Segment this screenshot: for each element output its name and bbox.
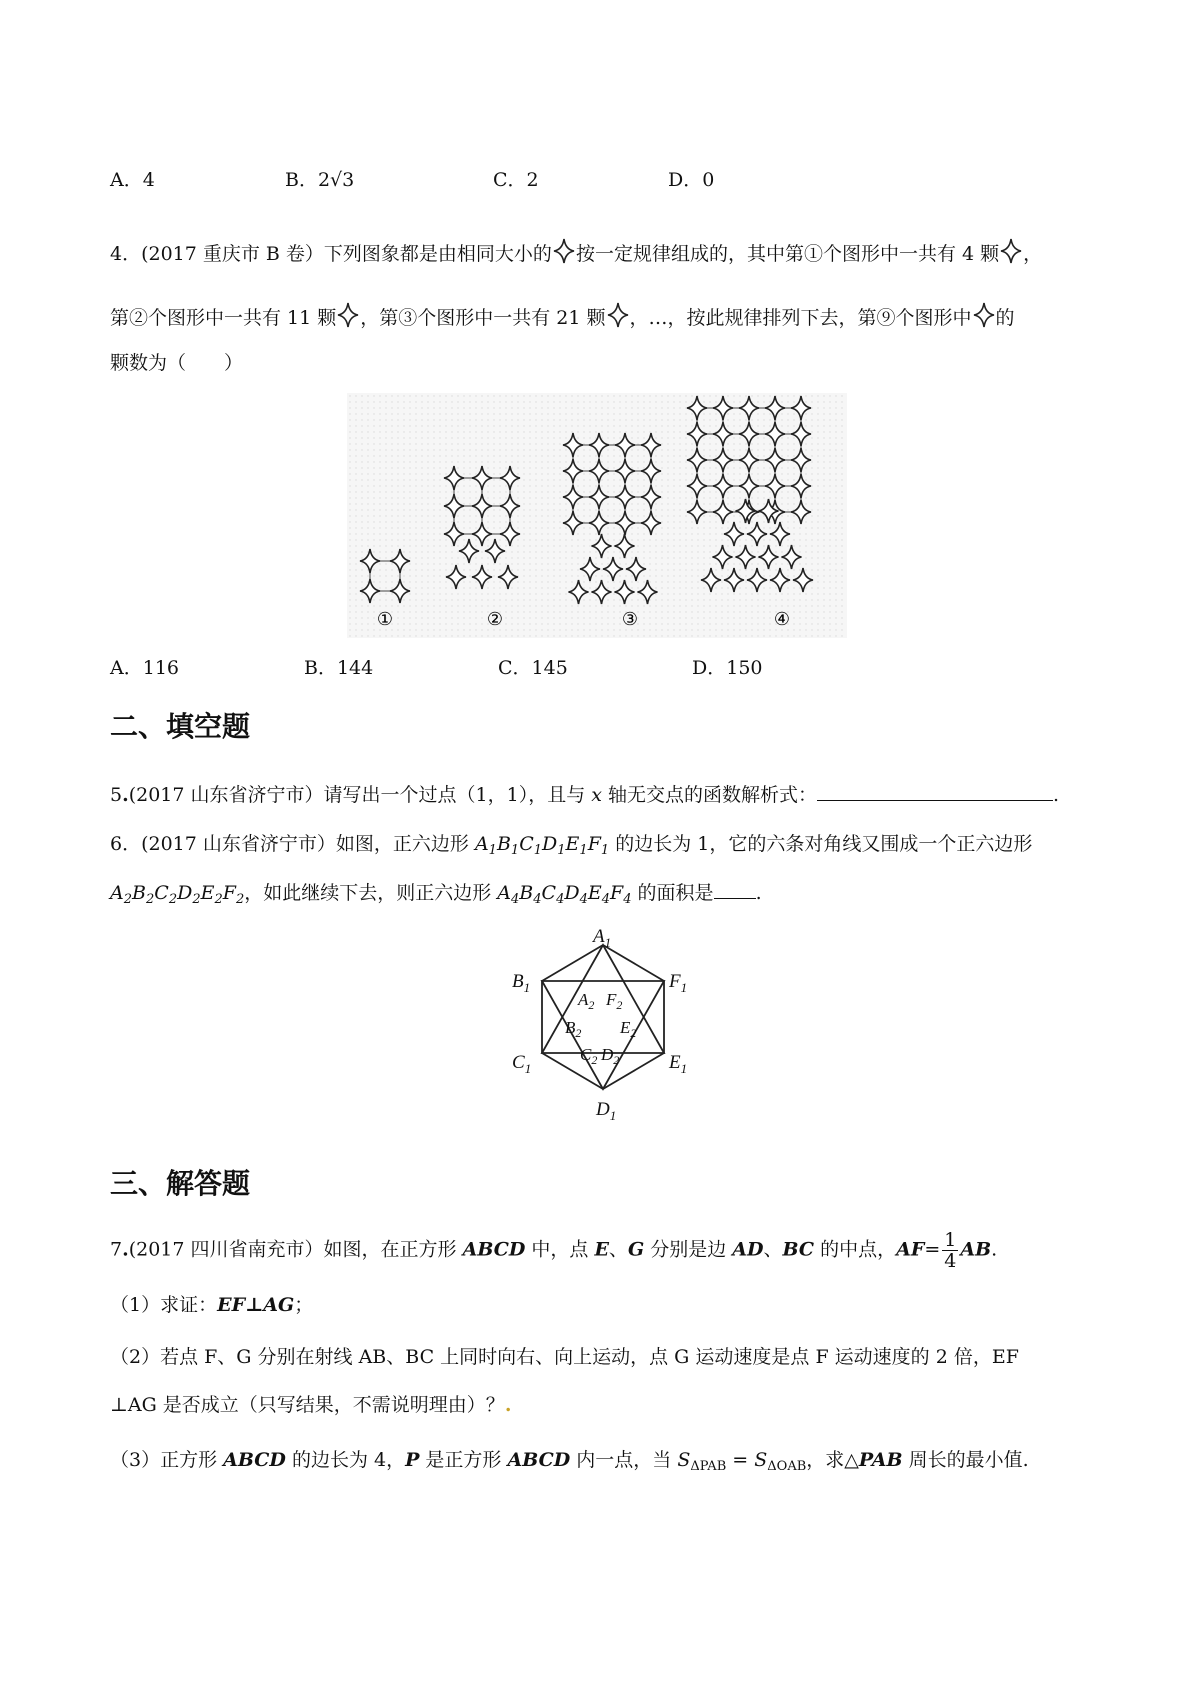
q4-option-a: A．116 bbox=[110, 657, 179, 679]
section-fill-in-title: 二、填空题 bbox=[110, 710, 251, 743]
figure-label-2: ② bbox=[486, 609, 504, 629]
q4-line-3: 颗数为（ ） bbox=[110, 352, 244, 374]
q5-text: 5.(2017 山东省济宁市）请写出一个过点（1，1），且与 x 轴无交点的函数解析式： . bbox=[110, 784, 1060, 806]
q7-part-2-line-1: （2）若点 F、G 分别在射线 AB、BC 上同时向右、向上运动，点 G 运动速度是点 F 运动速度的 2 倍，EF bbox=[110, 1346, 1019, 1368]
star-pattern-figure bbox=[347, 393, 847, 638]
q3-option-d: D．0 bbox=[668, 169, 715, 191]
q3-option-a: A．4 bbox=[110, 169, 155, 191]
q6-answer-blank[interactable] bbox=[714, 880, 756, 899]
q3-option-c: C．2 bbox=[493, 169, 539, 191]
outer-hexagon bbox=[542, 945, 664, 1089]
triangle-ace bbox=[542, 945, 664, 1053]
label-b1: $B_1$ bbox=[512, 971, 531, 995]
q4-line-1: 4．(2017 重庆市 B 卷）下列图象都是由相同大小的 按一定规律组成的，其中第①个图形中一共有 4 颗 ， bbox=[110, 238, 1042, 267]
fraction-one-quarter: $\frac{1}{4}$ bbox=[944, 1229, 957, 1272]
label-c2: $C_2$ bbox=[580, 1045, 598, 1067]
label-a1: $A_1$ bbox=[593, 926, 612, 950]
q4-line-2: 第②个图形中一共有 11 颗 ，第③个图形中一共有 21 颗 ，…，按此规律排列下去，第⑨个图形中 的 bbox=[110, 302, 1015, 331]
q3-option-b: B．2√3 bbox=[285, 169, 355, 191]
label-f1: $F_1$ bbox=[669, 971, 688, 995]
figure-label-3: ③ bbox=[621, 609, 639, 629]
star-icon bbox=[607, 302, 629, 328]
label-e1: $E_1$ bbox=[669, 1052, 688, 1076]
figure-label-1: ① bbox=[376, 609, 394, 629]
triangle-bdf bbox=[542, 981, 664, 1089]
label-f2: $F_2$ bbox=[606, 990, 623, 1012]
q4-option-d: D．150 bbox=[692, 657, 763, 679]
q6-line-1: 6．(2017 山东省济宁市）如图，正六边形 $A_1B_1C_1D_1E_1F_1$ 的边长为 1，它的六条对角线又围成一个正六边形 bbox=[110, 833, 1033, 858]
q7-part-1: （1）求证：EF⊥AG； bbox=[110, 1294, 314, 1316]
star-icon bbox=[1000, 238, 1022, 264]
section-solve-title: 三、解答题 bbox=[110, 1167, 251, 1200]
label-a2: $A_2$ bbox=[578, 990, 595, 1012]
figure-label-4: ④ bbox=[773, 609, 791, 629]
q4-option-b: B．144 bbox=[304, 657, 374, 679]
star-icon bbox=[973, 302, 995, 328]
star-icon bbox=[337, 302, 359, 328]
label-c1: $C_1$ bbox=[512, 1052, 532, 1076]
q4-option-c: C．145 bbox=[498, 657, 568, 679]
label-e2: $E_2$ bbox=[620, 1018, 637, 1040]
label-d1: $D_1$ bbox=[596, 1099, 617, 1123]
q5-answer-blank[interactable] bbox=[817, 782, 1053, 801]
label-b2: $B_2$ bbox=[565, 1018, 582, 1040]
q7-part-3: （3）正方形 ABCD 的边长为 4，P 是正方形 ABCD 内一点，当 $S_{\Delta PAB} = S_{\Delta OAB}$，求△PAB 周长的最小值. bbox=[110, 1449, 1029, 1474]
q6-line-2: $A_2B_2C_2D_2E_2F_2$，如此继续下去，则正六边形 $A_4B_4C_4D_4E_4F_4$ 的面积是 . bbox=[110, 882, 762, 907]
label-d2: $D_2$ bbox=[601, 1045, 620, 1067]
star-icon bbox=[553, 238, 575, 264]
q7-part-2-line-2: ⊥AG 是否成立（只写结果，不需说明理由）？. bbox=[110, 1394, 512, 1416]
q7-line-1: 7.(2017 四川省南充市）如图，在正方形 ABCD 中，点 E、G 分别是边 AD、BC 的中点，AF= $\frac{1}{4}$ AB. bbox=[110, 1229, 998, 1272]
hexagon-figure bbox=[510, 925, 710, 1135]
